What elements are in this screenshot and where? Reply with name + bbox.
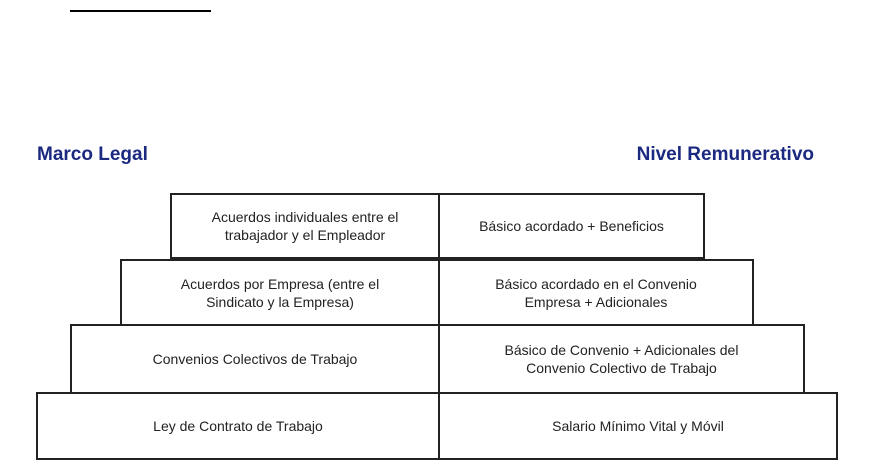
level-1-marco-legal-box: Acuerdos individuales entre el trabajador y el Empleador: [170, 193, 440, 259]
level-3-marco-legal-box: Convenios Colectivos de Trabajo: [70, 324, 440, 394]
top-rule: [70, 10, 211, 12]
heading-marco-legal: Marco Legal: [37, 144, 148, 165]
level-4-marco-legal-box: Ley de Contrato de Trabajo: [36, 392, 440, 460]
level-3-nivel-remunerativo-box: Básico de Convenio + Adicionales del Convenio Colectivo de Trabajo: [438, 324, 805, 394]
level-1-nivel-remunerativo-box: Básico acordado + Beneficios: [438, 193, 705, 259]
level-2-marco-legal-box: Acuerdos por Empresa (entre el Sindicato y la Empresa): [120, 259, 440, 326]
level-4-nivel-remunerativo-box: Salario Mínimo Vital y Móvil: [438, 392, 838, 460]
level-2-nivel-remunerativo-box: Básico acordado en el Convenio Empresa + Adicionales: [438, 259, 754, 326]
heading-nivel-remunerativo: Nivel Remunerativo: [636, 144, 814, 165]
